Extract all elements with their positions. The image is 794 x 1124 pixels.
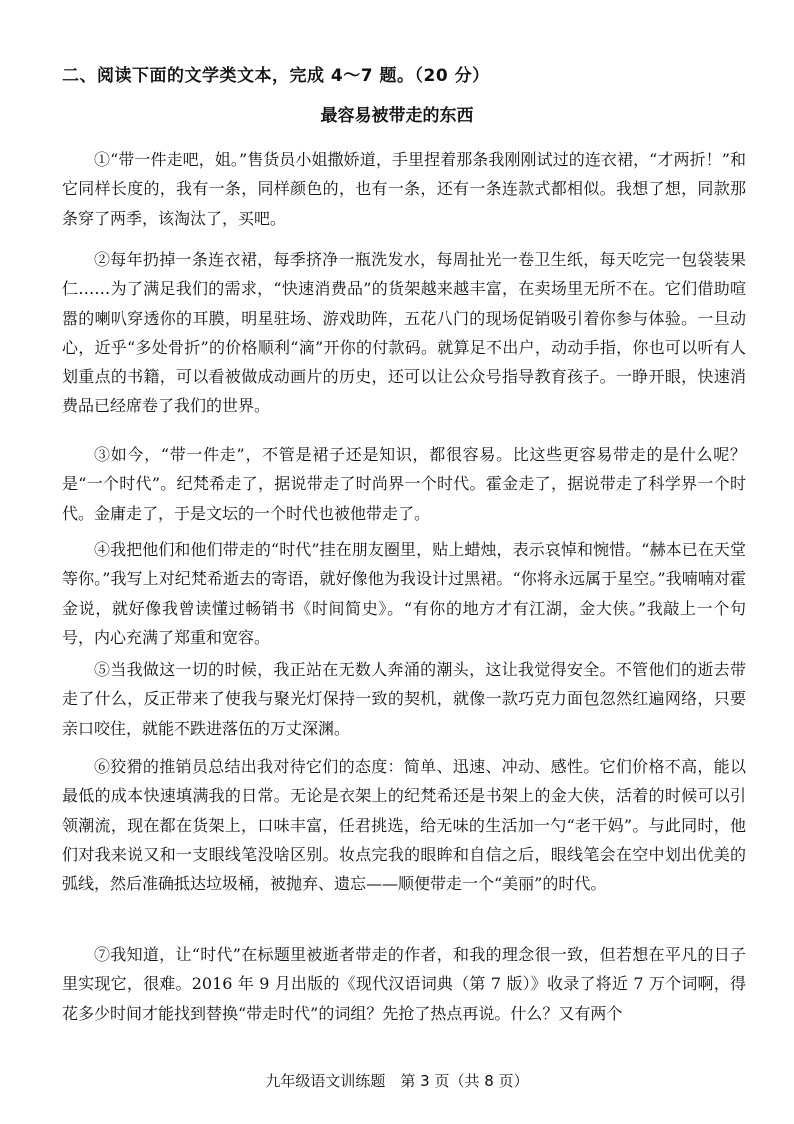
paragraph-2: ②每年扔掉一条连衣裙，每季挤净一瓶洗发水，每周扯光一卷卫生纸，每天吃完一包袋装果仁……为了满足我们的需求，“快速消费品”的货架越来越丰富，在卖场里无所不在。它们借助喧嚣的喇叭穿透你的耳膜，明星驻场、游戏助阵，五花八门的现场促销吸引着你参与体验。一旦动心，近乎“多处骨折”的价格顺利“滴”开你的付款码。就算足不出户，动动手指，你也可以听有人划重点的书籍，可以看被做成动画片的历史，还可以让公众号指导教育孩子。一睁开眼，快速消费品已经席卷了我们的世界。 [62,250,746,416]
paragraph-3: ③如今，“带一件走”，不管是裙子还是知识，都很容易。比这些更容易带走的是什么呢？是“一个时代”。纪梵希走了，据说带走了时尚界一个时代。霍金走了，据说带走了科学界一个时代。金庸走了，于是文坛的一个时代也被他带走了。 [62,445,746,523]
paragraph-7: ⑦我知道，让“时代”在标题里被逝者带走的作者，和我的理念很一致，但若想在平凡的日子里实现它，很难。2016 年 9 月出版的《现代汉语词典（第 7 版）》收录了将近 7 万个词啊，得花多少时间才能找到替换“带走时代”的词组？先抢了热点再说。什么？又有两个 [62,945,746,1023]
section-heading: 二、阅读下面的文学类文本，完成 4～7 题。（20 分） [62,66,490,86]
page-footer: 九年级语文训练题 第 3 页（共 8 页） [265,1072,529,1090]
paragraph-1: ①“带一件走吧，姐。”售货员小姐撒娇道，手里捏着那条我刚刚试过的连衣裙，“才两折！”和它同样长度的，我有一条，同样颜色的，也有一条，还有一条连款式都相似。我想了想，同款那条穿了两季，该淘汰了，买吧。 [62,150,746,228]
paragraph-5: ⑤当我做这一切的时候，我正站在无数人奔涌的潮头，这让我觉得安全。不管他们的逝去带走了什么，反正带来了使我与聚光灯保持一致的契机，就像一款巧克力面包忽然红遍网络，只要亲口咬住，就能不跌进落伍的万丈深渊。 [62,660,746,738]
article-title: 最容易被带走的东西 [320,106,474,126]
paragraph-4: ④我把他们和他们带走的“时代”挂在朋友圈里，贴上蜡烛，表示哀悼和惋惜。“赫本已在天堂等你。”我写上对纪梵希逝去的寄语，就好像他为我设计过黑裙。“你将永远属于星空。”我喃喃对霍金说，就好像我曾读懂过畅销书《时间简史》。“有你的地方才有江湖，金大侠。”我敲上一个句号，内心充满了郑重和宽容。 [62,540,746,647]
paragraph-6: ⑥狡猾的推销员总结出我对待它们的态度：简单、迅速、冲动、感性。它们价格不高，能以最低的成本快速填满我的日常。无论是衣架上的纪梵希还是书架上的金大侠，活着的时候可以引领潮流，现在都在货架上，口味丰富，任君挑选，给无味的生活加一勺“老干妈”。与此同时，他们对我来说又和一支眼线笔没啥区别。妆点完我的眼眸和自信之后，眼线笔会在空中划出优美的弧线，然后准确抵达垃圾桶，被抛弃、遗忘——顺便带走一个“美丽”的时代。 [62,757,746,894]
